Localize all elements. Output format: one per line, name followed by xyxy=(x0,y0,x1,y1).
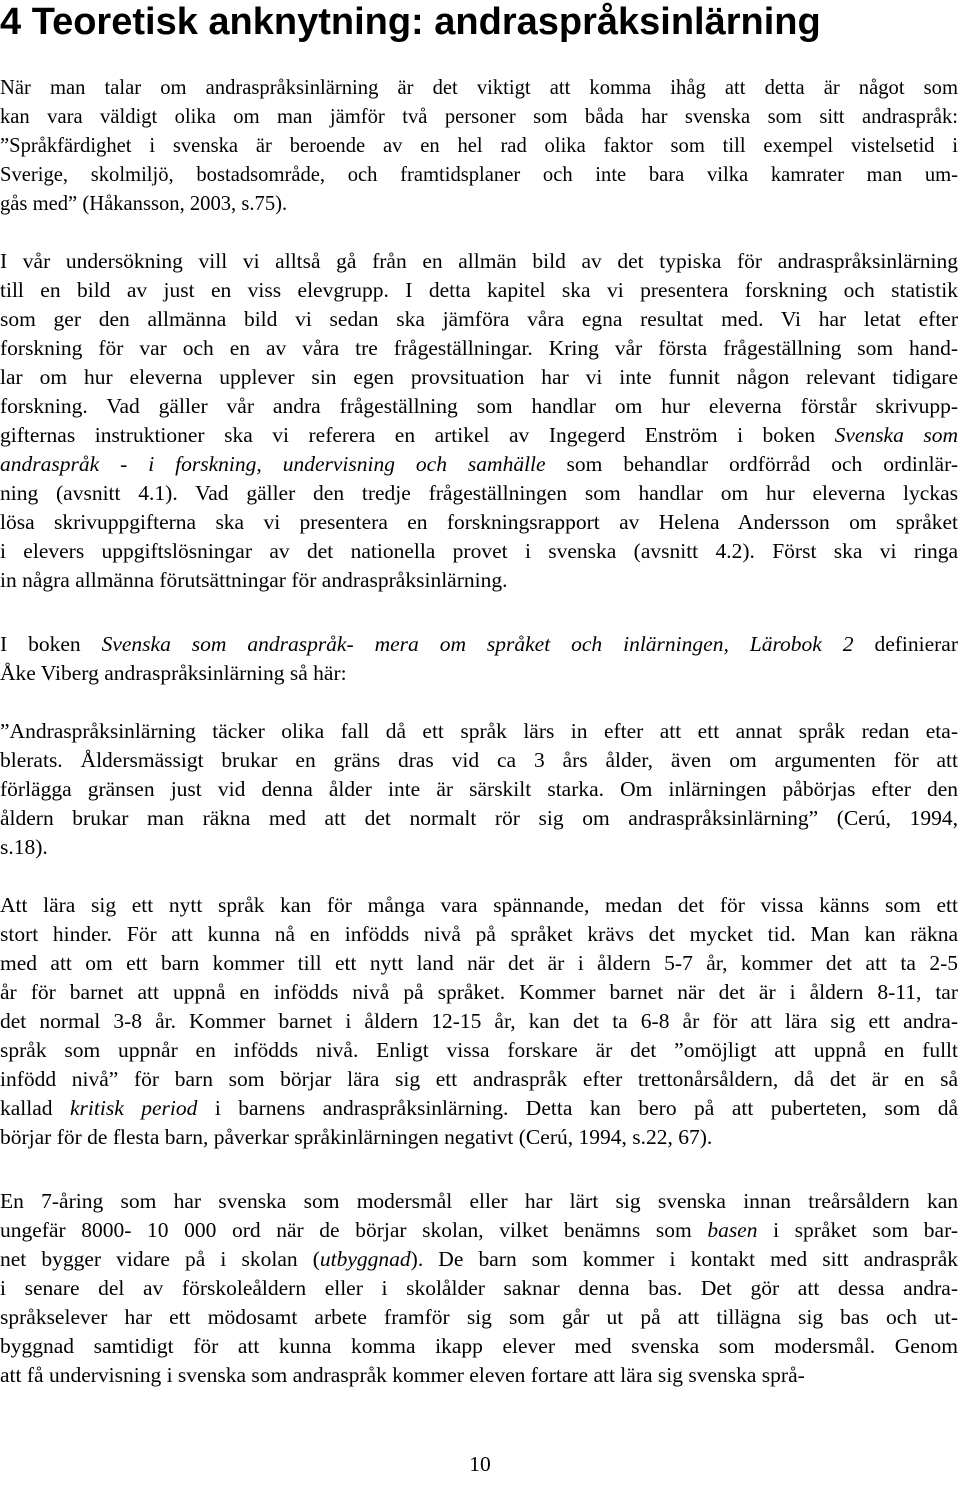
text-segment: ). De barn som kommer i kontakt med sitt andraspråk xyxy=(410,1247,958,1271)
text-segment: stort hinder. För att kunna nå en infödds nivå på språket krävs det mycket tid. Man kan räkna xyxy=(0,922,958,946)
text-line xyxy=(0,920,958,949)
text-segment: forskning för var och en av våra tre frågeställningar. Kring vår första frågeställning som hand- xyxy=(0,336,958,360)
text-line xyxy=(0,833,958,862)
text-segment: förlägga gränsen just vid denna ålder inte är särskilt starka. Om inlärningen påbörjas efter den xyxy=(0,777,958,801)
page-number: 10 xyxy=(469,1452,491,1476)
text-segment: språkselever har ett mödosamt arbete framför sig som går ut på att tillägna sig bas och ut- xyxy=(0,1305,958,1329)
text-line xyxy=(0,276,958,305)
text-segment: det normal 3-8 år. Kommer barnet i åldern 12-15 år, kan det ta 6-8 år för att lära sig ett andra- xyxy=(0,1009,958,1033)
paragraph-book-definition xyxy=(0,630,958,688)
text-segment: åldern brukar man räkna med att det normalt rör sig om andraspråksinlärning” (Cerú, 1994, xyxy=(0,806,958,830)
text-line xyxy=(0,1065,958,1094)
paragraph-intro xyxy=(0,74,958,219)
text-line xyxy=(0,746,958,775)
text-segment: som ger den allmänna bild vi sedan ska jämföra våra egna resultat med. Vi har letat efter xyxy=(0,307,958,331)
text-segment: Sverige, skolmiljö, bostadsområde, och framtidsplaner och inte bara vilka kamrater man um- xyxy=(0,164,958,186)
text-segment: byggnad samtidigt för att kunna komma ikapp elever med svenska som modersmål. Genom xyxy=(0,1334,958,1358)
text-segment: med att om ett barn kommer till ett nytt land när det är i åldern 5-7 år, kommer det att ta 2-5 xyxy=(0,951,958,975)
text-line xyxy=(0,891,958,920)
text-segment: i språket som bar- xyxy=(757,1218,958,1242)
italic-text: andraspråk - i forskning, undervisning och samhälle xyxy=(0,452,546,476)
italic-text: kritisk period xyxy=(70,1096,198,1120)
text-line xyxy=(0,247,958,276)
text-segment: ungefär 8000- 10 000 ord när de börjar skolan, vilket benämns som xyxy=(0,1218,708,1242)
paragraph-vocabulary-base xyxy=(0,1187,958,1390)
text-segment: i barnens andraspråksinlärning. Detta kan bero på att puberteten, som då xyxy=(197,1096,958,1120)
text-line xyxy=(0,1332,958,1361)
text-segment: blerats. Åldersmässigt brukar en gräns dras vid ca 3 års ålder, även om argumenten för att xyxy=(0,748,958,772)
text-line xyxy=(0,305,958,334)
text-line xyxy=(0,1216,958,1245)
section-heading: 4 Teoretisk anknytning: andraspråksinlärning xyxy=(0,1,821,43)
text-segment: som behandlar ordförråd och ordinlär- xyxy=(545,452,958,476)
text-line xyxy=(0,659,958,688)
text-line xyxy=(0,103,958,132)
text-line xyxy=(0,1094,958,1123)
text-line xyxy=(0,1303,958,1332)
text-line xyxy=(0,392,958,421)
text-segment: I vår undersökning vill vi alltså gå från en allmän bild av det typiska för andraspråksinlärning xyxy=(0,249,958,273)
text-segment: in några allmänna förutsättningar för andraspråksinlärning. xyxy=(0,568,508,592)
text-segment: En 7-åring som har svenska som modersmål eller har lärt sig svenska innan treårsåldern kan xyxy=(0,1189,958,1213)
text-segment: år för barnet att uppnå en infödds nivå på språket. Kommer barnet när det är i åldern 8-11, tar xyxy=(0,980,958,1004)
italic-text: Svenska som xyxy=(834,423,959,447)
text-segment: till en bild av just en viss elevgrupp. I detta kapitel ska vi presentera forskning och statistik xyxy=(0,278,958,302)
text-line xyxy=(0,363,958,392)
paragraph-study-aim xyxy=(0,247,958,595)
text-segment: lösa skrivuppgifterna ska vi presentera en forskningsrapport av Helena Andersson om språket xyxy=(0,510,958,534)
text-line xyxy=(0,804,958,833)
text-segment: ning (avsnitt 4.1). Vad gäller den tredje frågeställningen som handlar om hur eleverna lyckas xyxy=(0,481,958,505)
text-segment: forskning. Vad gäller vår andra frågeställning som handlar om hur eleverna förstår skrivupp- xyxy=(0,394,958,418)
text-segment: När man talar om andraspråksinlärning är det viktigt att komma ihåg att detta är något som xyxy=(0,77,958,99)
text-line xyxy=(0,161,958,190)
italic-text: Svenska som andraspråk- mera om språket och inlärningen, Lärobok 2 xyxy=(101,632,854,656)
text-line xyxy=(0,1245,958,1274)
text-segment: börjar för de flesta barn, påverkar språkinlärningen negativt (Cerú, 1994, s.22, 67). xyxy=(0,1125,713,1149)
text-line xyxy=(0,1123,958,1152)
text-line xyxy=(0,1274,958,1303)
text-segment: Åke Viberg andraspråksinlärning så här: xyxy=(0,661,347,685)
text-segment: kan vara väldigt olika om man jämför två personer som båda har svenska som sitt andraspråk: xyxy=(0,106,958,128)
text-segment: s.18). xyxy=(0,835,48,859)
text-segment: att få undervisning i svenska som andraspråk kommer eleven fortare att lära sig svenska språ- xyxy=(0,1363,805,1387)
text-segment: net bygger vidare på i skolan ( xyxy=(0,1247,320,1271)
text-segment: i senare del av förskoleåldern eller i skolålder saknar denna bas. Det gör att dessa andra- xyxy=(0,1276,958,1300)
text-segment: ”Andraspråksinlärning täcker olika fall då ett språk lärs in efter att ett annat språk redan eta- xyxy=(0,719,958,743)
text-line xyxy=(0,508,958,537)
text-line xyxy=(0,132,958,161)
block-quote xyxy=(0,717,958,862)
paragraph-learning-time xyxy=(0,891,958,1152)
text-segment: kallad xyxy=(0,1096,71,1120)
text-line xyxy=(0,630,958,659)
text-line xyxy=(0,74,958,103)
text-segment: ”Språkfärdighet i svenska är beroende av en hel rad olika faktor som till exempel vistelsetid i xyxy=(0,135,958,157)
text-line xyxy=(0,1361,958,1390)
text-line xyxy=(0,775,958,804)
text-segment: i elevers uppgiftslösningar av det nationella provet i svenska (avsnitt 4.2). Först ska vi ringa xyxy=(0,539,958,563)
text-line xyxy=(0,190,958,219)
text-segment: definierar xyxy=(853,632,959,656)
text-line xyxy=(0,1187,958,1216)
text-segment: lar om hur eleverna upplever sin egen provsituation har vi inte funnit någon relevant tidigare xyxy=(0,365,958,389)
text-segment: språk som uppnår en infödds nivå. Enligt vissa forskare är det ”omöjligt att uppnå en fullt xyxy=(0,1038,958,1062)
text-line xyxy=(0,334,958,363)
text-line xyxy=(0,978,958,1007)
text-segment: infödd nivå” för barn som börjar lära sig ett andraspråk efter trettonårsåldern, då det är en så xyxy=(0,1067,958,1091)
text-line xyxy=(0,450,958,479)
text-line xyxy=(0,421,958,450)
text-line xyxy=(0,1036,958,1065)
text-segment: Att lära sig ett nytt språk kan för många vara spännande, medan det för vissa känns som ett xyxy=(0,893,958,917)
text-line xyxy=(0,949,958,978)
italic-text: utbyggnad xyxy=(319,1247,411,1271)
text-line xyxy=(0,717,958,746)
text-line xyxy=(0,537,958,566)
text-segment: gås med” (Håkansson, 2003, s.75). xyxy=(0,193,288,215)
text-line xyxy=(0,479,958,508)
text-segment: gifternas instruktioner ska vi referera en artikel av Ingegerd Enström i boken xyxy=(0,423,835,447)
text-line xyxy=(0,566,958,595)
text-line xyxy=(0,1007,958,1036)
italic-text: basen xyxy=(707,1218,758,1242)
text-segment: I boken xyxy=(0,632,102,656)
